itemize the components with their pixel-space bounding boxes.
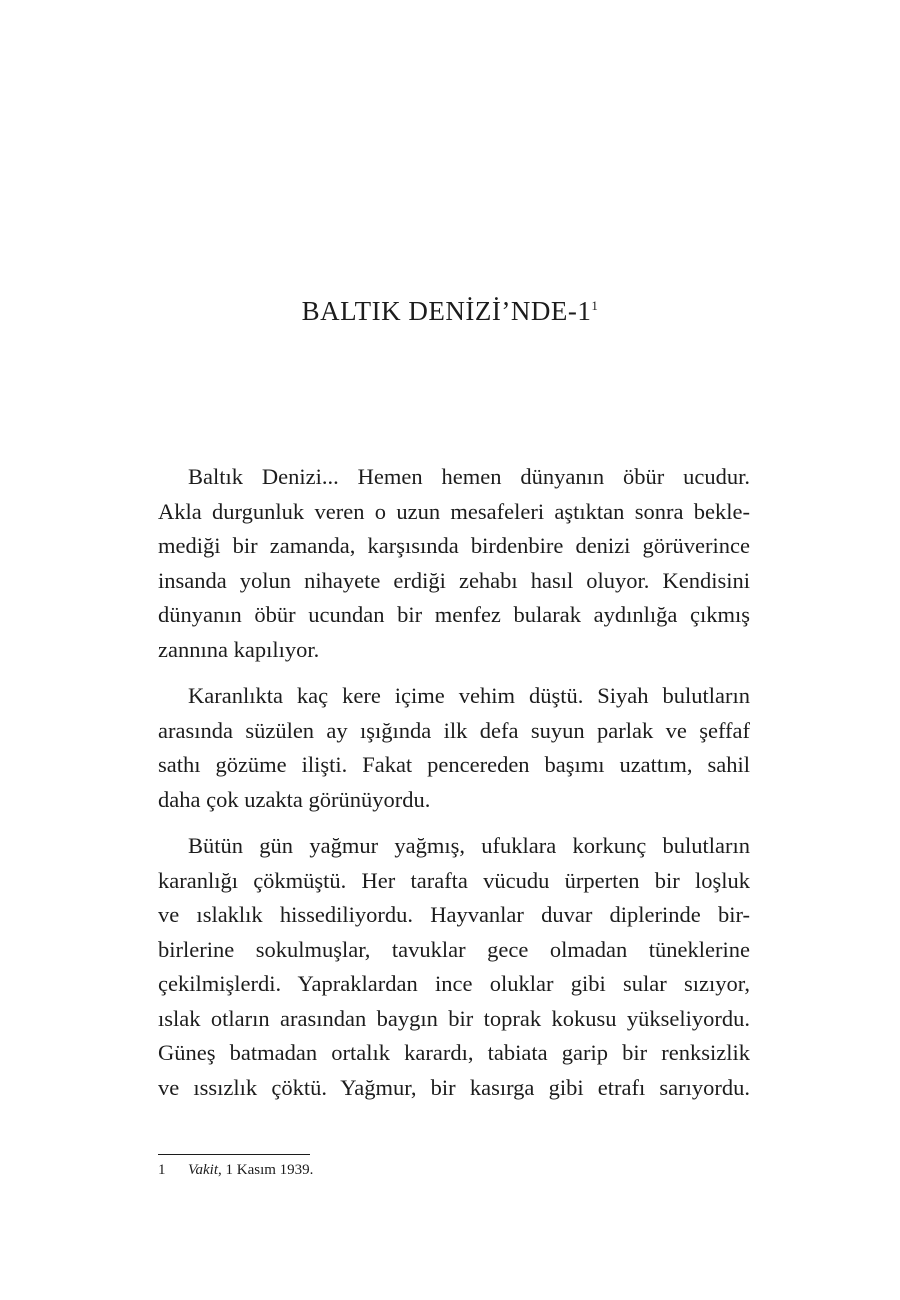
paragraph-1	[158, 460, 750, 667]
text-line: çekilmişlerdi. Yapraklardan ince oluklar gibi sular sızıyor,	[158, 971, 750, 996]
body-text	[158, 460, 750, 1117]
text-line: ve ıslaklık hissediliyordu. Hayvanlar duvar diplerinde bir-	[158, 902, 750, 927]
text-line: Bütün gün yağmur yağmış, ufuklara korkunç bulutların	[188, 833, 750, 858]
title-footnote-marker: 1	[591, 298, 599, 313]
text-line: ve ıssızlık çöktü. Yağmur, bir kasırga gibi etrafı sarıyordu.	[158, 1074, 750, 1100]
paragraph-2	[158, 679, 750, 817]
text-line: daha çok uzakta görünüyordu.	[158, 786, 431, 812]
footnote-number: 1	[158, 1162, 166, 1178]
footnote-detail: , 1 Kasım 1939.	[218, 1162, 314, 1178]
footnote-divider	[158, 1154, 310, 1155]
text-line: insanda yolun nihayete erdiği zehabı hasıl oluyor. Kendisini	[158, 567, 750, 593]
text-line: birlerine sokulmuşlar, tavuklar gece olmadan tüneklerine	[158, 936, 750, 962]
footnote	[158, 1160, 313, 1180]
text-line: karanlığı çökmüştü. Her tarafta vücudu ürperten bir loşluk	[158, 867, 750, 893]
footnote-source: Vakit	[188, 1162, 218, 1178]
text-line: Akla durgunluk veren o uzun mesafeleri aştıktan sonra bekle-	[158, 498, 750, 524]
text-line: Güneş batmadan ortalık karardı, tabiata garip bir renksizlik	[158, 1040, 750, 1065]
chapter-title	[0, 296, 900, 327]
chapter-title-text: BALTIK DENİZİ’NDE-1	[301, 296, 592, 326]
text-line: zannına kapılıyor.	[158, 636, 320, 662]
text-line: mediği bir zamanda, karşısında birdenbire denizi görüverince	[158, 533, 750, 558]
text-line: ıslak otların arasından baygın bir toprak kokusu yükseliyordu.	[158, 1005, 750, 1031]
paragraph-3	[158, 829, 750, 1105]
text-line: Karanlıkta kaç kere içime vehim düştü. Siyah bulutların	[188, 683, 750, 708]
text-line: Baltık Denizi... Hemen hemen dünyanın öbür ucudur.	[188, 464, 750, 489]
text-line: sathı gözüme ilişti. Fakat pencereden başımı uzattım, sahil	[158, 752, 750, 777]
text-line: arasında süzülen ay ışığında ilk defa suyun parlak ve şeffaf	[158, 717, 750, 743]
text-line: dünyanın öbür ucundan bir menfez bularak aydınlığa çıkmış	[158, 602, 750, 627]
